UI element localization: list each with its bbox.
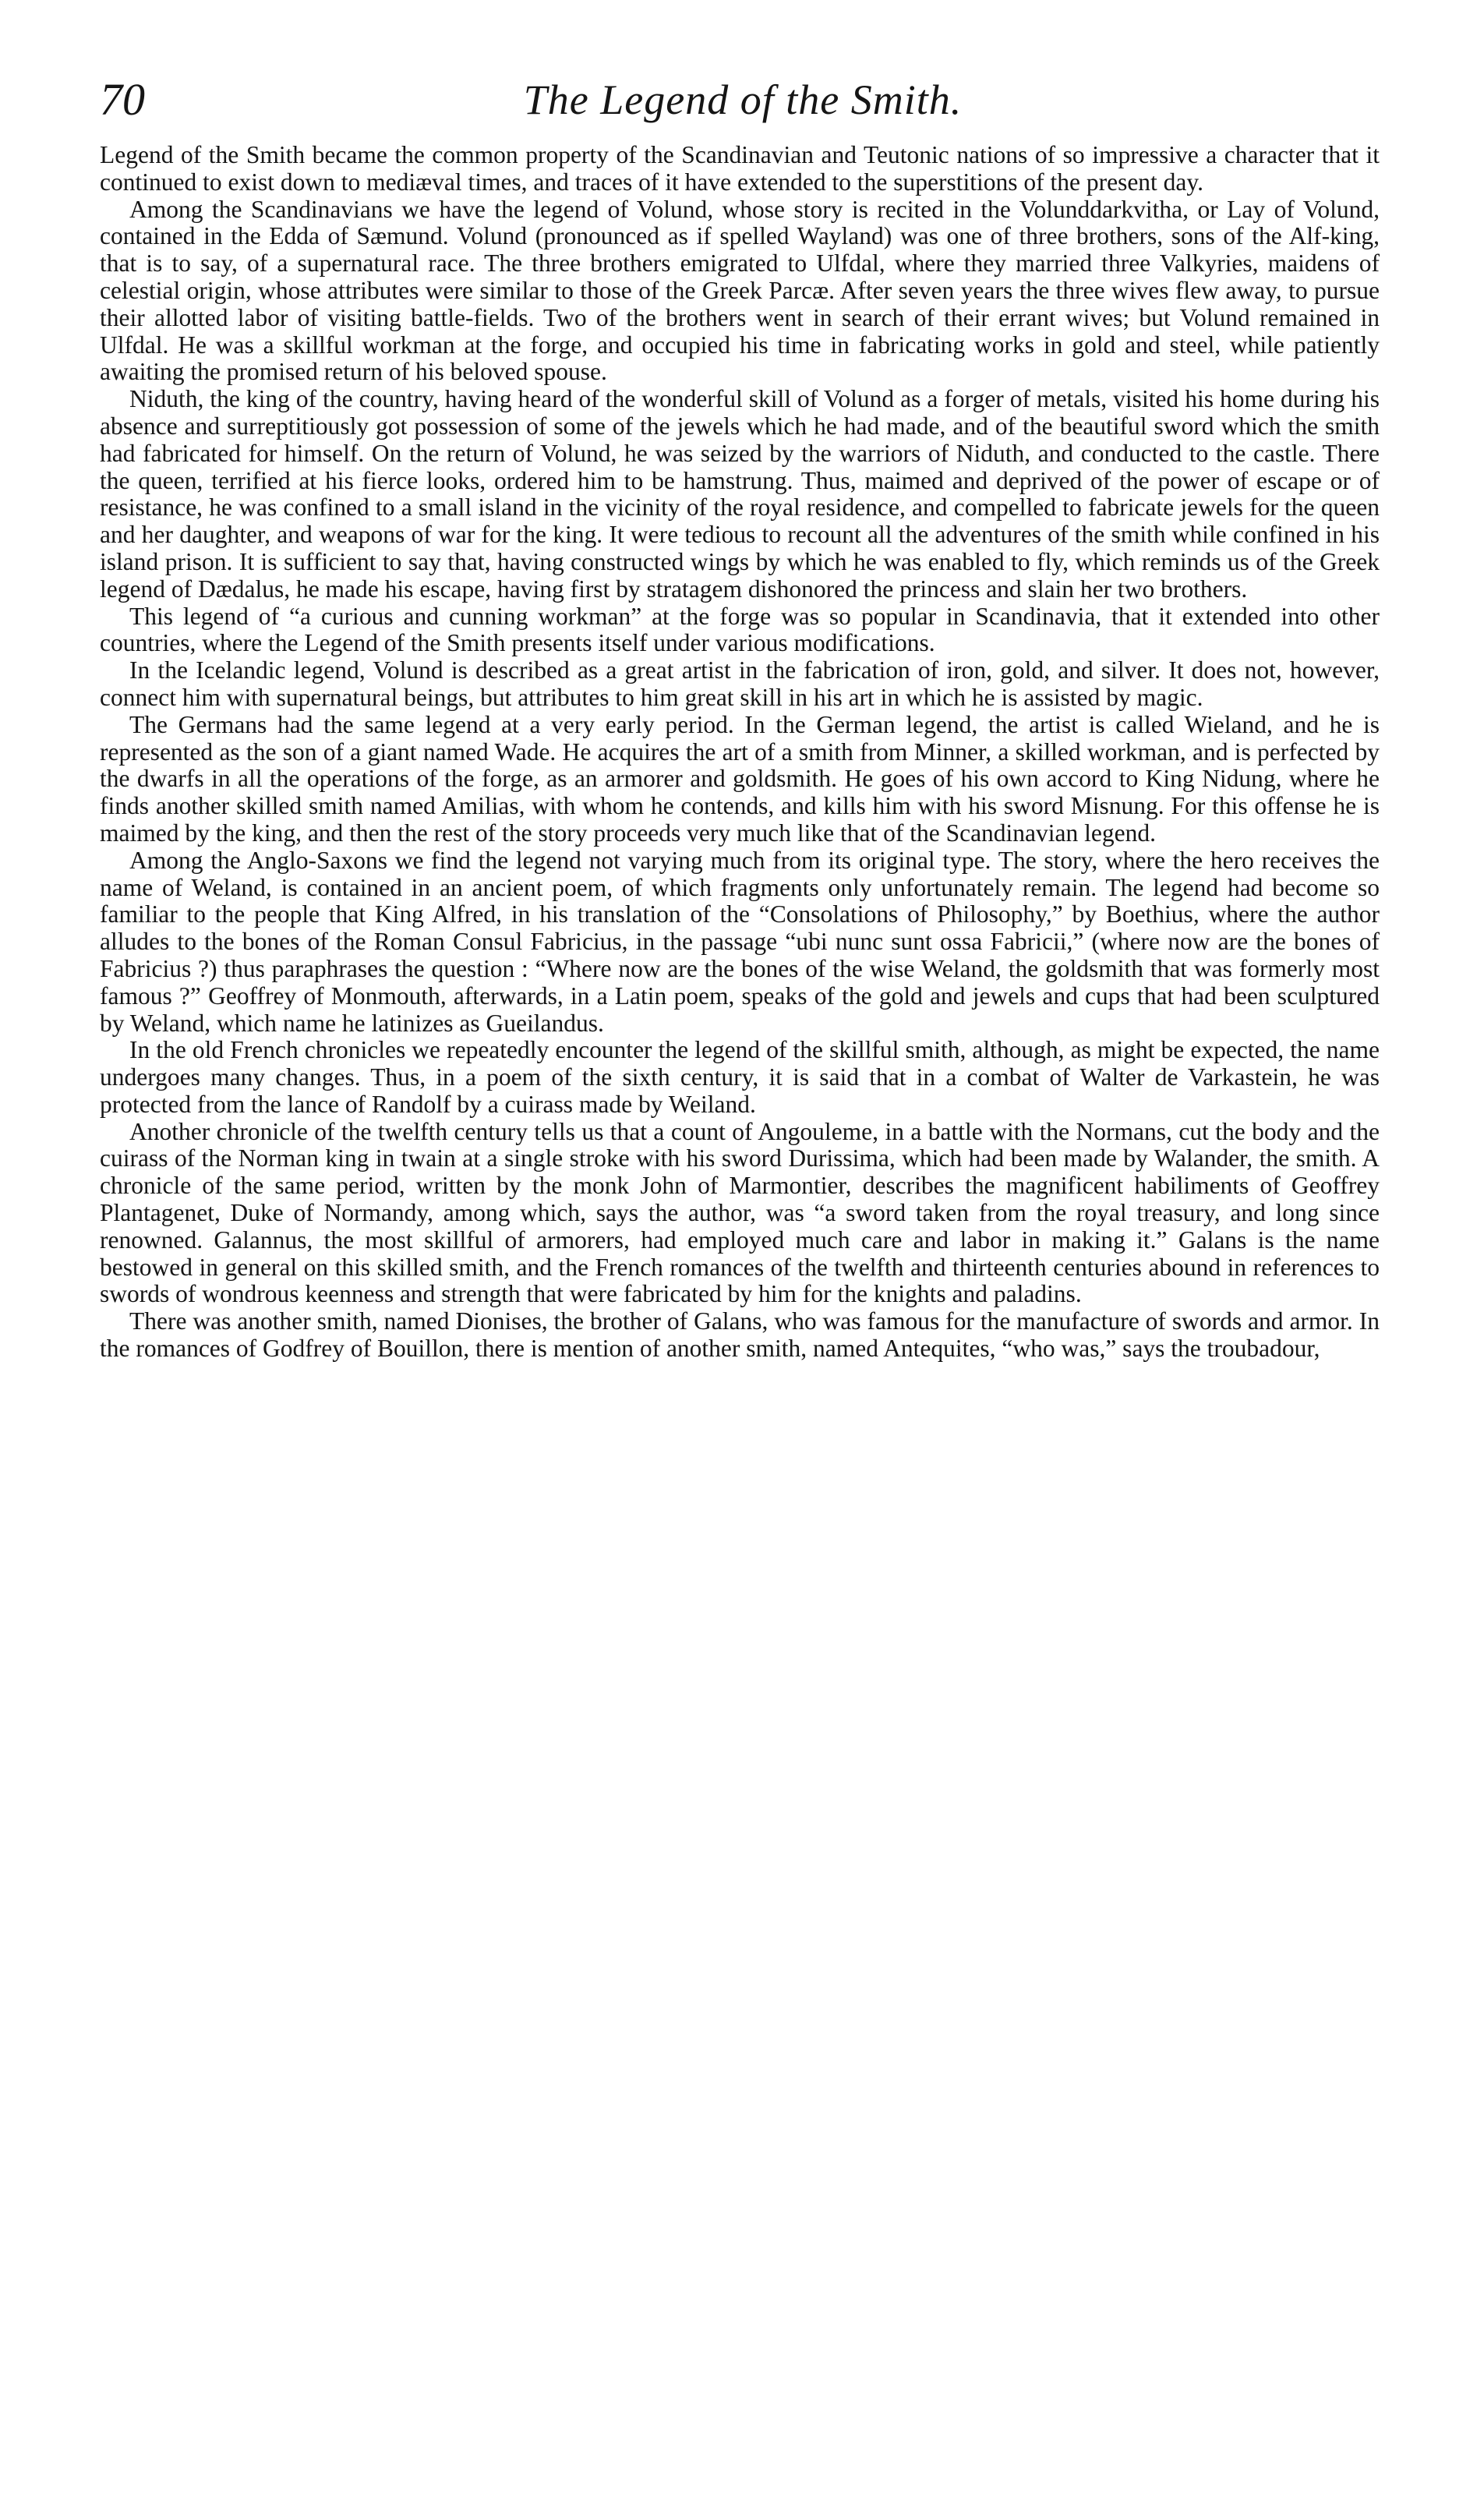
paragraph-volund: Among the Scandinavians we have the legend of Volund, whose story is recited in the Volunddarkvitha, or Lay of Volund, contained in the Edda of Sæmund. Volund (pronounced as if spelled Wayland) was one of three brothers, sons of the Alf-king, that is to say, of a supernatural race. The three brothers emigrated to Ulfdal, where they married three Valkyries, maidens of celestial origin, whose attributes were similar to those of the Greek Parcæ. After seven years the three wives flew away, to pursue their allotted labor of visiting battle-fields. Two of the brothers went in search of their errant wives; but Volund remained in Ulfdal. He was a skillful workman at the forge, and occupied his time in fabricating works in gold and steel, while patiently awaiting the promised return of his beloved spouse. (100, 195, 1380, 386)
paragraph-french-chronicles: In the old French chronicles we repeatedly encounter the legend of the skillful smith, although, as might be expected, the name undergoes many changes. Thus, in a poem of the sixth century, it is said that in a combat of Walter de Varkastein, he was protected from the lance of Randolf by a cuirass made by Weiland. (100, 1036, 1380, 1118)
paragraph-icelandic-legend: In the Icelandic legend, Volund is described as a great artist in the fabrication of iron, gold, and silver. It does not, however, connect him with supernatural beings, but attributes to him great skill in his art in which he is assisted by magic. (100, 656, 1380, 711)
paragraph-cunning-workman: This legend of “a curious and cunning workman” at the forge was so popular in Scandinavia, that it extended into other countries, where the Legend of the Smith presents itself under various modifications. (100, 602, 1380, 657)
paragraph-anglo-saxons: Among the Anglo-Saxons we find the legend not varying much from its original type. The story, where the hero receives the name of Weland, is contained in an ancient poem, of which fragments only unfortunately remain. The legend had become so familiar to the people that King Alfred, in his translation of the “Consolations of Philosophy,” by Boethius, where the author alludes to the bones of the Roman Consul Fabricius, in the passage “ubi nunc sunt ossa Fabricii,” (where now are the bones of Fabricius ?) thus paraphrases the question : “Where now are the bones of the wise Weland, the goldsmith that was formerly most famous ?” Geoffrey of Monmouth, afterwards, in a Latin poem, speaks of the gold and jewels and cups that had been sculptured by Weland, which name he latinizes as Gueilandus. (100, 846, 1380, 1037)
running-title: The Legend of the Smith. (523, 76, 963, 123)
paragraph-german-legend: The Germans had the same legend at a very early period. In the German legend, the artist is called Wieland, and he is represented as the son of a giant named Wade. He acquires the art of a smith from Minner, a skilled workman, and is perfected by the dwarfs in all the operations of the forge, as an armorer and goldsmith. He goes of his own accord to King Nidung, where he finds another skilled smith named Amilias, with whom he contends, and kills him with his sword Misnung. For this offense he is maimed by the king, and then the rest of the story proceeds very much like that of the Scandinavian legend. (100, 710, 1380, 847)
body-text (100, 142, 1380, 1363)
paragraph-continuation: Legend of the Smith became the common property of the Scandinavian and Teutonic nations of so impressive a character that it continued to exist down to mediæval times, and traces of it have extended to the superstitions of the present day. (100, 141, 1380, 196)
page-header (100, 69, 1386, 131)
page-number: 70 (100, 74, 145, 125)
paragraph-niduth: Niduth, the king of the country, having heard of the wonderful skill of Volund as a forger of metals, visited his home during his absence and surreptitiously got possession of some of the jewels which he had made, and of the beautiful sword which the smith had fabricated for himself. On the return of Volund, he was seized by the warriors of Niduth, and conducted to the castle. There the queen, terrified at his fierce looks, ordered him to be hamstrung. Thus, maimed and deprived of the power of escape or of resistance, he was confined to a small island in the vicinity of the royal residence, and compelled to fabricate jewels for the queen and her daughter, and weapons of war for the king. It were tedious to recount all the adventures of the smith while confined in his island prison. It is sufficient to say that, having constructed wings by which he was enabled to fly, which reminds us of the Greek legend of Dædalus, he made his escape, having first by stratagem dishonored the princess and slain her two brothers. (100, 385, 1380, 603)
paragraph-dionises: There was another smith, named Dionises, the brother of Galans, who was famous for the manufacture of swords and armor. In the romances of Godfrey of Bouillon, there is mention of another smith, named Antequites, “who was,” says the troubadour, (100, 1307, 1380, 1363)
paragraph-twelfth-century: Another chronicle of the twelfth century tells us that a count of Angouleme, in a battle with the Normans, cut the body and the cuirass of the Norman king in twain at a single stroke with his sword Durissima, which had been made by Walander, the smith. A chronicle of the same period, written by the monk John of Marmontier, describes the magnificent habiliments of Geoffrey Plantagenet, Duke of Normandy, among which, says the author, was “a sword taken from the royal treasury, and long since renowned. Galannus, the most skillful of armorers, had employed much care and labor in making it.” Galans is the name bestowed in general on this skilled smith, and the French romances of the twelfth and thirteenth centuries abound in references to swords of wondrous keenness and strength that were fabricated by him for the knights and paladins. (100, 1117, 1380, 1308)
